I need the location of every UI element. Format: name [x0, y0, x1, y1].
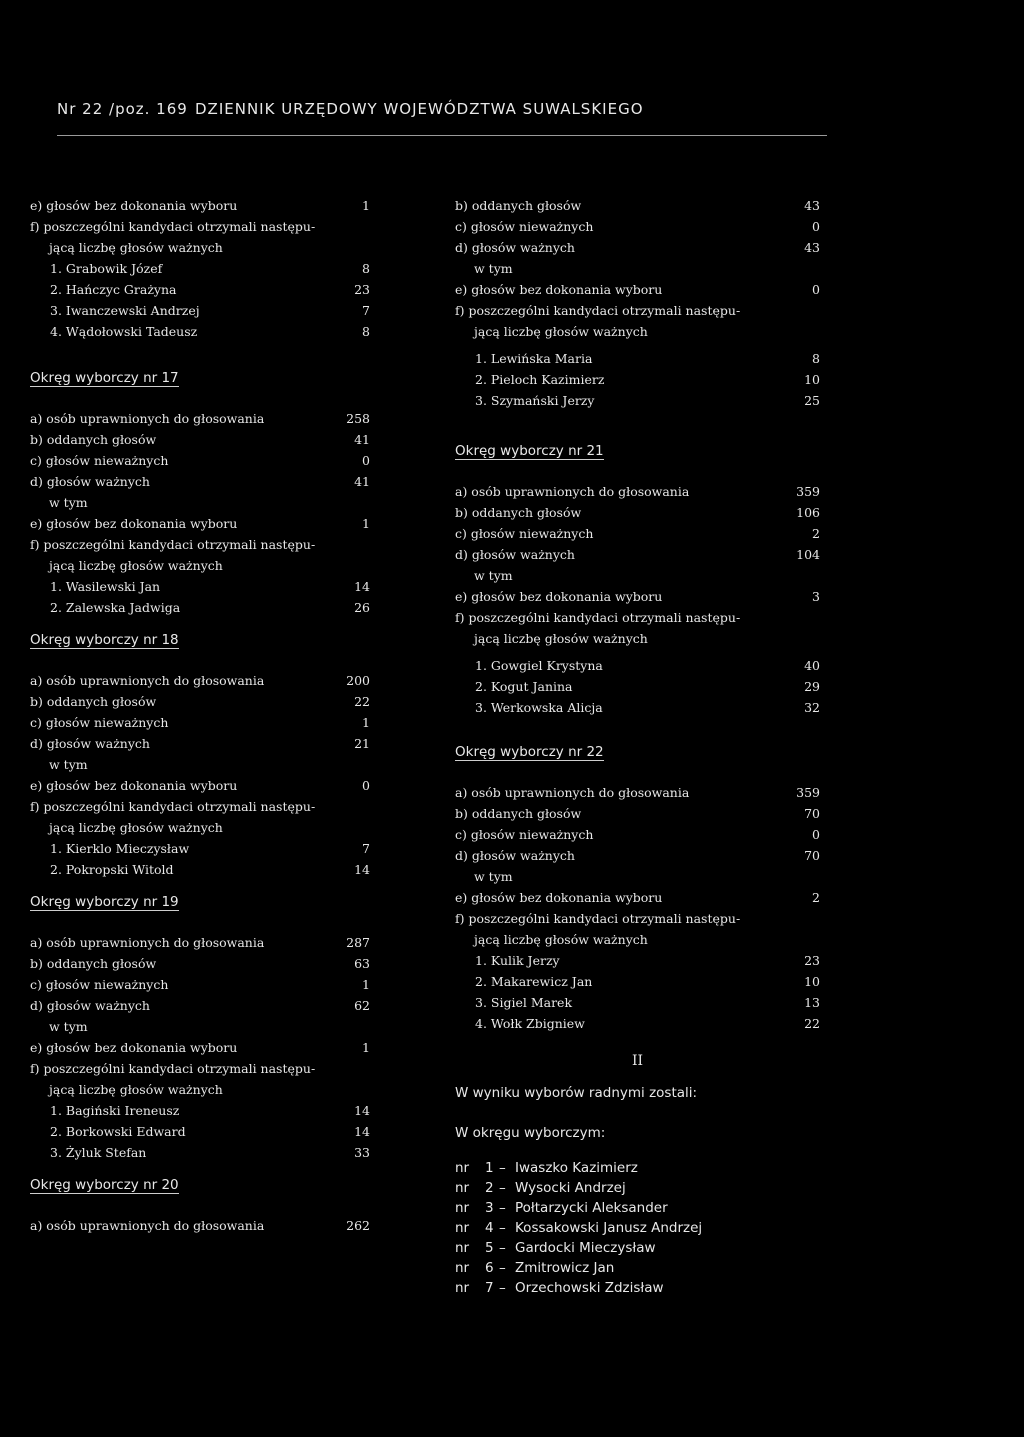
candidate-row: 1. Kulik Jerzy 23 [475, 953, 820, 968]
candidate-row: 3. Iwanczewski Andrzej 7 [50, 303, 370, 318]
item-d: d) głosów ważnych 70 [455, 848, 820, 863]
candidate-row: 1. Kierklo Mieczysław 7 [50, 841, 370, 856]
candidate-row: 4. Wądołowski Tadeusz 8 [50, 324, 370, 339]
candidate-row: 3. Werkowska Alicja 32 [475, 700, 820, 715]
district-title: Okręg wyborczy nr 21 [455, 443, 604, 459]
elected-row: nr 1 – Iwaszko Kazimierz [455, 1160, 638, 1176]
item-a: a) osób uprawnionych do głosowania 359 [455, 785, 820, 800]
item-f-cont: jącą liczbę głosów ważnych [474, 324, 648, 339]
candidate-row: 2. Makarewicz Jan 10 [475, 974, 820, 989]
item-f-cont: jącą liczbę głosów ważnych [49, 820, 223, 835]
item-b: b) oddanych głosów 63 [30, 956, 370, 971]
item-c: c) głosów nieważnych 0 [455, 827, 820, 842]
item-f-cont: jącą liczbę głosów ważnych [474, 631, 648, 646]
candidate-row: 2. Zalewska Jadwiga 26 [50, 600, 370, 615]
item-f-cont: jącą liczbę głosów ważnych [49, 240, 223, 255]
elected-row: nr 4 – Kossakowski Janusz Andrzej [455, 1220, 703, 1236]
w-tym: w tym [49, 1019, 88, 1034]
candidate-row: 2. Pieloch Kazimierz 10 [475, 372, 820, 387]
w-tym: w tym [474, 261, 513, 276]
candidate-row: 2. Hańczyc Grażyna 23 [50, 282, 370, 297]
district-title: Okręg wyborczy nr 17 [30, 370, 179, 386]
candidate-row: 3. Żyluk Stefan 33 [50, 1145, 370, 1160]
page-reference: Nr 22 /poz. 169 [57, 100, 188, 118]
w-tym: w tym [474, 568, 513, 583]
item-f-cont: jącą liczbę głosów ważnych [49, 1082, 223, 1097]
item-d: d) głosów ważnych 21 [30, 736, 370, 751]
item-b: b) oddanych głosów 43 [455, 198, 820, 213]
district-title: Okręg wyborczy nr 18 [30, 632, 179, 648]
elected-row: nr 5 – Gardocki Mieczysław [455, 1240, 656, 1256]
item-f: f) poszczególni kandydaci otrzymali następu- [30, 1061, 316, 1076]
item-c: c) głosów nieważnych 0 [455, 219, 820, 234]
item-c: c) głosów nieważnych 1 [30, 715, 370, 730]
candidate-row: 4. Wołk Zbigniew 22 [475, 1016, 820, 1031]
item-f: f) poszczególni kandydaci otrzymali następu- [455, 610, 741, 625]
item-b: b) oddanych głosów 106 [455, 505, 820, 520]
item-f: f) poszczególni kandydaci otrzymali następu- [455, 303, 741, 318]
candidate-row: 1. Bagiński Ireneusz 14 [50, 1103, 370, 1118]
item-f: f) poszczególni kandydaci otrzymali następu- [30, 537, 316, 552]
elected-row: nr 6 – Zmitrowicz Jan [455, 1260, 615, 1276]
item-e: e) głosów bez dokonania wyboru 1 [30, 516, 370, 531]
item-b: b) oddanych głosów 41 [30, 432, 370, 447]
item-c: c) głosów nieważnych 2 [455, 526, 820, 541]
results-intro: W wyniku wyborów radnymi zostali: [455, 1085, 698, 1101]
item-e: e) głosów bez dokonania wyboru 1 [30, 1040, 370, 1055]
item-e: e) głosów bez dokonania wyboru 2 [455, 890, 820, 905]
section-numeral: II [631, 1053, 644, 1069]
candidate-row: 2. Borkowski Edward 14 [50, 1124, 370, 1139]
item-b: b) oddanych głosów 22 [30, 694, 370, 709]
item-e: e) głosów bez dokonania wyboru 0 [30, 778, 370, 793]
w-tym: w tym [474, 869, 513, 884]
item-d: d) głosów ważnych 62 [30, 998, 370, 1013]
item-f: f) poszczególni kandydaci otrzymali następu- [30, 799, 316, 814]
item-a: a) osób uprawnionych do głosowania 200 [30, 673, 370, 688]
candidate-row: 2. Pokropski Witold 14 [50, 862, 370, 877]
candidate-row: 1. Grabowik Józef 8 [50, 261, 370, 276]
right-column [455, 195, 820, 1298]
district-title: Okręg wyborczy nr 22 [455, 744, 604, 760]
elected-row: nr 7 – Orzechowski Zdzisław [455, 1280, 664, 1296]
item-d: d) głosów ważnych 104 [455, 547, 820, 562]
item-c: c) głosów nieważnych 1 [30, 977, 370, 992]
item-a: a) osób uprawnionych do głosowania 287 [30, 935, 370, 950]
item-e: e) głosów bez dokonania wyboru 3 [455, 589, 820, 604]
item-d: d) głosów ważnych 41 [30, 474, 370, 489]
item-f-cont: jącą liczbę głosów ważnych [474, 932, 648, 947]
results-subheading: W okręgu wyborczym: [455, 1125, 606, 1141]
candidate-row: 3. Szymański Jerzy 25 [475, 393, 820, 408]
item-f: f) poszczególni kandydaci otrzymali następu- [455, 911, 741, 926]
item-d: d) głosów ważnych 43 [455, 240, 820, 255]
w-tym: w tym [49, 757, 88, 772]
item-c: c) głosów nieważnych 0 [30, 453, 370, 468]
candidate-row: 1. Wasilewski Jan 14 [50, 579, 370, 594]
candidate-row: 2. Kogut Janina 29 [475, 679, 820, 694]
item-a: a) osób uprawnionych do głosowania 262 [30, 1218, 370, 1233]
district-title: Okręg wyborczy nr 19 [30, 894, 179, 910]
item-a: a) osób uprawnionych do głosowania 359 [455, 484, 820, 499]
item-e: e) głosów bez dokonania wyboru 0 [455, 282, 820, 297]
page-header [57, 100, 747, 118]
item-f-cont: jącą liczbę głosów ważnych [49, 558, 223, 573]
journal-title: DZIENNIK URZĘDOWY WOJEWÓDZTWA SUWALSKIEGO [195, 100, 644, 118]
district-title: Okręg wyborczy nr 20 [30, 1177, 179, 1193]
left-column [30, 195, 370, 1236]
elected-row: nr 3 – Połtarzycki Aleksander [455, 1200, 668, 1216]
w-tym: w tym [49, 495, 88, 510]
item-b: b) oddanych głosów 70 [455, 806, 820, 821]
item-e: e) głosów bez dokonania wyboru 1 [30, 198, 370, 213]
header-rule [57, 135, 827, 136]
item-f: f) poszczególni kandydaci otrzymali następu- [30, 219, 316, 234]
candidate-row: 1. Gowgiel Krystyna 40 [475, 658, 820, 673]
elected-row: nr 2 – Wysocki Andrzej [455, 1180, 626, 1196]
item-a: a) osób uprawnionych do głosowania 258 [30, 411, 370, 426]
candidate-row: 3. Sigiel Marek 13 [475, 995, 820, 1010]
candidate-row: 1. Lewińska Maria 8 [475, 351, 820, 366]
